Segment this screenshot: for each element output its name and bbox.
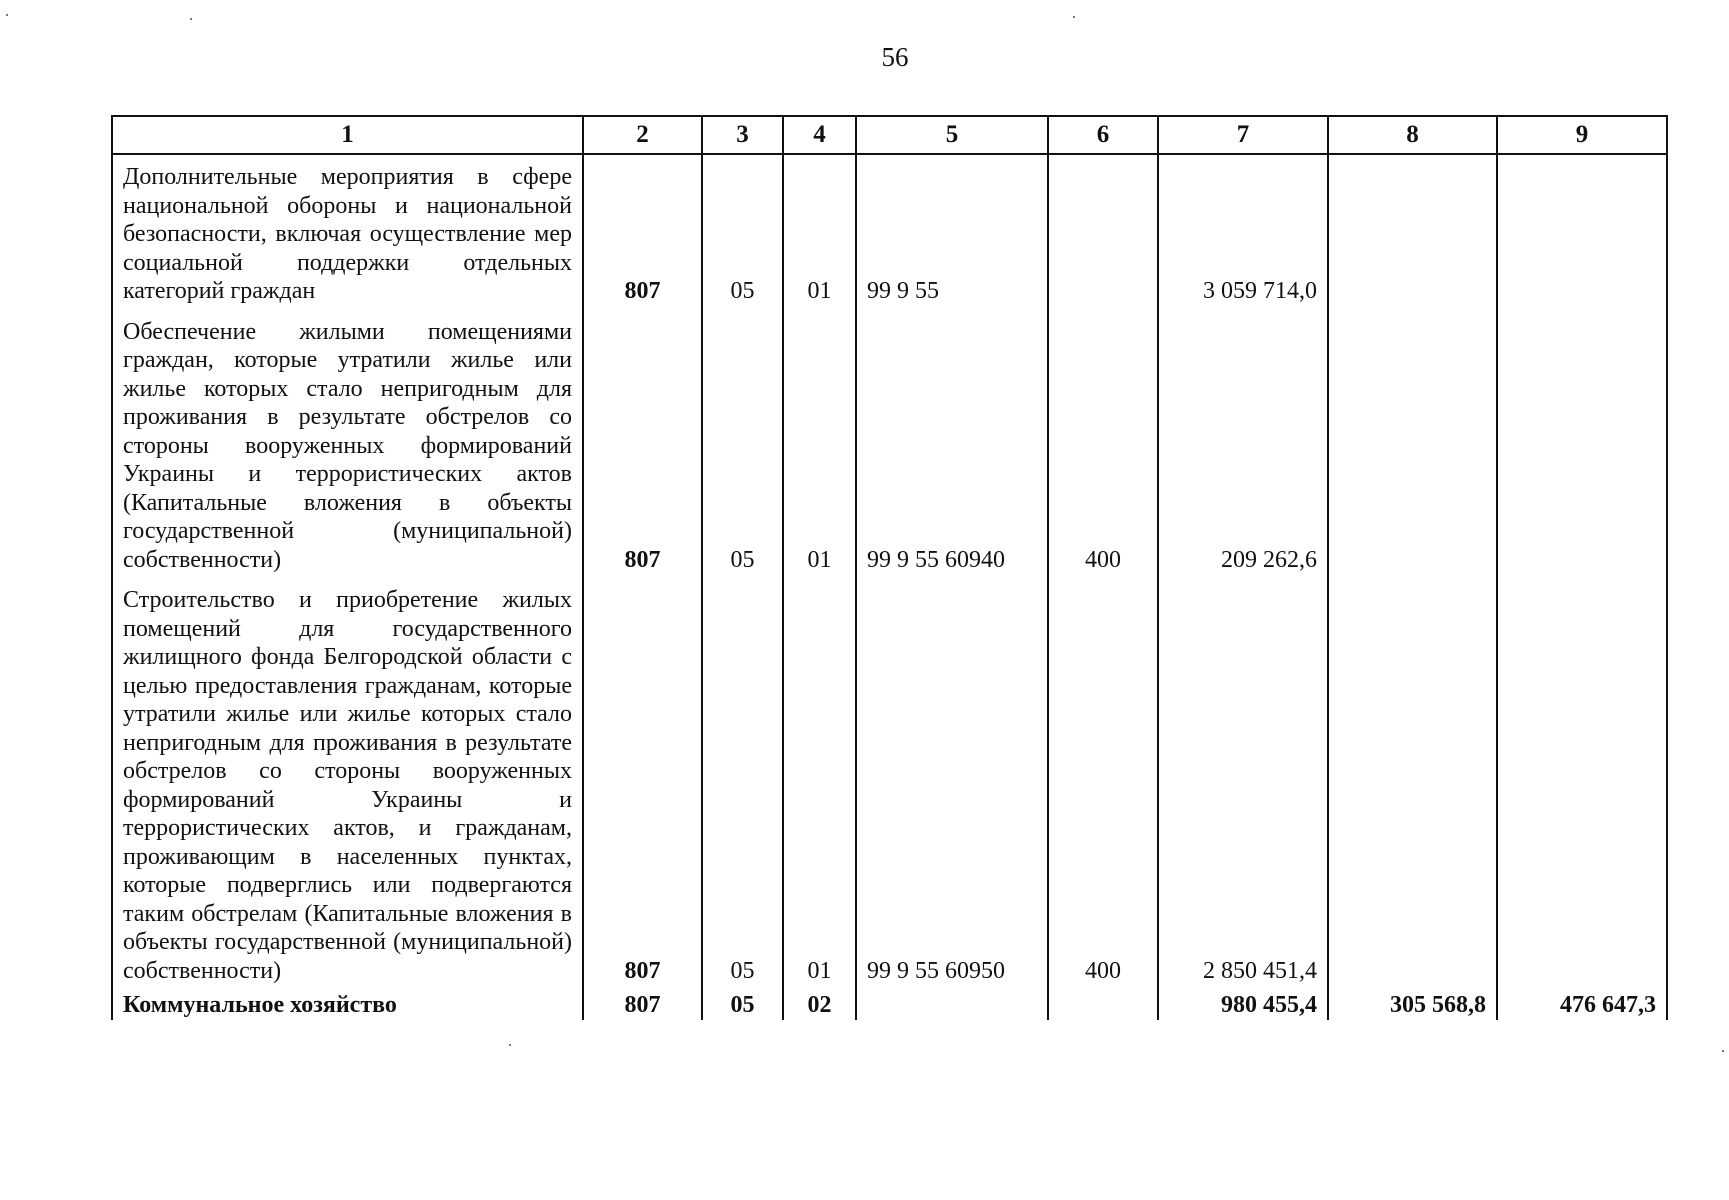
row-expense-type: 400: [1048, 582, 1158, 989]
row-section: 05: [702, 989, 783, 1020]
row-description: Обеспечение жилыми помещениями граждан, которые утратили жилье или жилье которых стало непригодным для проживания в результате обстрелов со стороны вооруженных формирований Украины и террористических актов (Капитальные вложения в объекты государственной (муниципальной) собственности): [112, 314, 583, 583]
row-description: Строительство и приобретение жилых помещений для государственного жилищного фонда Белгородской области с целью предоставления гражданам, которые утратили жилье или жилье которых стало непригодным для проживания в результате обстрелов со стороны вооруженных формирований Украины и террористических актов, и гражданам, проживающим в населенных пунктах, которые подверглись или подвергаются таким обстрелам (Капитальные вложения в объекты государственной (муниципальной) собственности): [112, 582, 583, 989]
header-col-4: 4: [783, 116, 856, 154]
row-amount-9: [1497, 154, 1667, 314]
row-subsection: 01: [783, 582, 856, 989]
scan-speck: [509, 1044, 511, 1046]
scan-speck: [190, 18, 192, 20]
row-target: [856, 989, 1048, 1020]
table-header-row: [112, 116, 1667, 154]
row-expense-type: [1048, 989, 1158, 1020]
header-col-8: 8: [1328, 116, 1497, 154]
scan-speck: [1722, 1050, 1724, 1052]
row-target: 99 9 55 60940: [856, 314, 1048, 583]
row-section: 05: [702, 582, 783, 989]
row-amount-7: 209 262,6: [1158, 314, 1328, 583]
row-subsection: 01: [783, 314, 856, 583]
scan-speck: [6, 14, 8, 16]
row-expense-type: 400: [1048, 314, 1158, 583]
table-row: [112, 582, 1667, 989]
row-amount-7: 2 850 451,4: [1158, 582, 1328, 989]
header-col-2: 2: [583, 116, 702, 154]
row-amount-7: 980 455,4: [1158, 989, 1328, 1020]
header-col-6: 6: [1048, 116, 1158, 154]
header-col-7: 7: [1158, 116, 1328, 154]
row-amount-8: [1328, 154, 1497, 314]
row-amount-8: [1328, 314, 1497, 583]
row-amount-7: 3 059 714,0: [1158, 154, 1328, 314]
row-amount-9: 476 647,3: [1497, 989, 1667, 1020]
header-col-9: 9: [1497, 116, 1667, 154]
row-description: Дополнительные мероприятия в сфере национальной обороны и национальной безопасности, включая осуществление мер социальной поддержки отдельных категорий граждан: [112, 154, 583, 314]
row-code: 807: [583, 989, 702, 1020]
row-description: Коммунальное хозяйство: [112, 989, 583, 1020]
table-row: [112, 154, 1667, 314]
row-amount-8: [1328, 582, 1497, 989]
row-code: 807: [583, 314, 702, 583]
table-row-total: [112, 989, 1667, 1020]
row-subsection: 01: [783, 154, 856, 314]
row-amount-9: [1497, 314, 1667, 583]
row-code: 807: [583, 582, 702, 989]
row-section: 05: [702, 314, 783, 583]
header-col-3: 3: [702, 116, 783, 154]
row-target: 99 9 55 60950: [856, 582, 1048, 989]
row-amount-8: 305 568,8: [1328, 989, 1497, 1020]
row-amount-9: [1497, 582, 1667, 989]
row-expense-type: [1048, 154, 1158, 314]
table-row: [112, 314, 1667, 583]
page-number: 56: [881, 42, 909, 72]
header-col-1: 1: [112, 116, 583, 154]
scan-speck: [1073, 16, 1075, 18]
row-section: 05: [702, 154, 783, 314]
header-col-5: 5: [856, 116, 1048, 154]
row-code: 807: [583, 154, 702, 314]
budget-table: [111, 115, 1668, 1020]
row-target: 99 9 55: [856, 154, 1048, 314]
row-subsection: 02: [783, 989, 856, 1020]
